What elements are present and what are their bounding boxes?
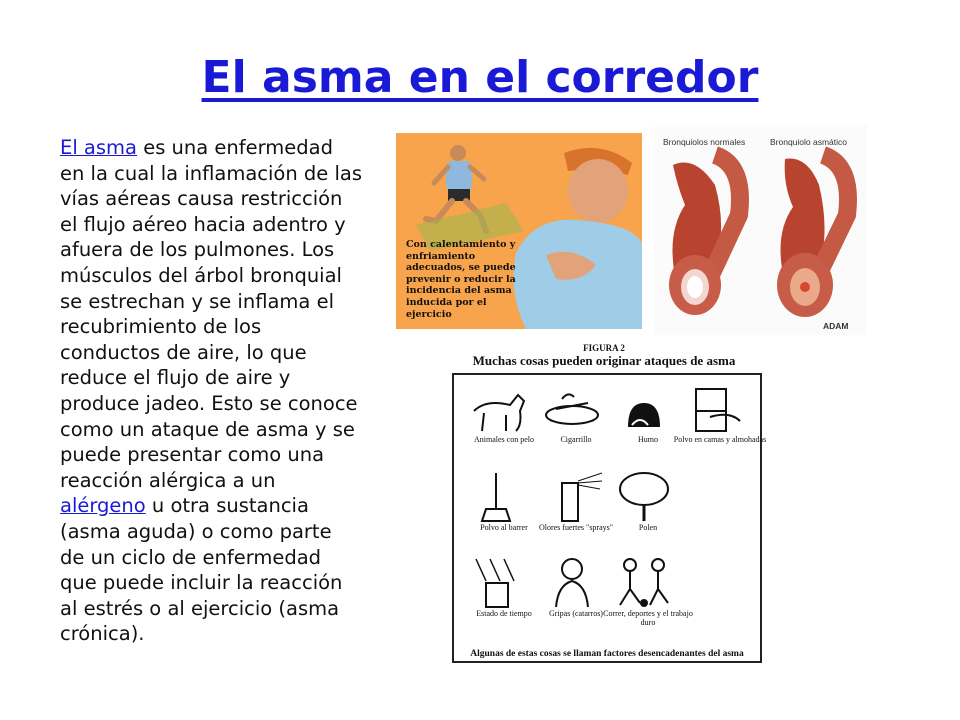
- soccer-players-icon: [610, 555, 680, 609]
- smoke-icon: [610, 381, 680, 435]
- figure-label: FIGURA 2: [583, 343, 625, 353]
- trigger-caption: Cigarrillo: [560, 435, 592, 444]
- text-line: vías aéreas causa restricción: [60, 187, 343, 211]
- text-line: (asma aguda) o como parte: [60, 519, 332, 543]
- rain-window-icon: [466, 555, 536, 609]
- text-line: crónica).: [60, 622, 145, 646]
- bed-icon: [682, 381, 752, 435]
- text-segment: u otra sustancia: [145, 494, 309, 518]
- trigger-caption: Olores fuertes "sprays": [538, 523, 614, 532]
- runner-caption: Con calentamiento y enfriamiento adecuados, se puede prevenir o reducir la incidencia del asma inducida por el ejercicio: [406, 239, 516, 320]
- man-holding-chest: [514, 148, 642, 329]
- text-line: reduce el flujo de aire y: [60, 366, 291, 390]
- text-line: puede presentar como una: [60, 443, 325, 467]
- text-line: que puede incluir la reacción: [60, 571, 343, 595]
- dog-icon: [466, 381, 536, 435]
- text-line: en la cual la inflamación de las: [60, 161, 363, 185]
- trigger-caption: Gripas (catarros): [549, 609, 603, 618]
- text-line: [60, 135, 390, 161]
- text-line: reacción alérgica a un: [60, 468, 276, 492]
- trigger-caption: Humo: [638, 435, 658, 444]
- label-normal: Bronquiolos normales: [663, 137, 746, 147]
- trigger-cell: [672, 377, 768, 463]
- text-line: conductos de aire, lo que: [60, 340, 307, 364]
- label-asthmatic: Bronquiolo asmático: [770, 137, 848, 147]
- text-line: recubrimiento de los: [60, 315, 262, 339]
- ashtray-icon: [538, 381, 608, 435]
- text-line: se estrechan y se inflama el: [60, 289, 334, 313]
- broom-icon: [466, 469, 536, 523]
- alergeno-link[interactable]: alérgeno: [60, 494, 146, 518]
- jogger-figure: [416, 145, 524, 251]
- sick-person-icon: [538, 555, 608, 609]
- tree-icon: [610, 469, 680, 523]
- asthma-description: [60, 135, 390, 647]
- trigger-cell: [600, 551, 696, 637]
- trigger-caption: Polen: [638, 523, 658, 532]
- text-line: de un ciclo de enfermedad: [60, 545, 322, 569]
- asma-link[interactable]: El asma: [60, 136, 137, 159]
- trigger-caption: Correr, deportes y el trabajo duro: [603, 609, 693, 627]
- figure-title: Muchas cosas pueden originar ataques de asma: [472, 353, 736, 368]
- figure-frame: [452, 373, 767, 663]
- text-line: produce jadeo. Esto se conoce: [60, 391, 358, 415]
- trigger-caption: Estado de tiempo: [476, 609, 532, 618]
- bronchiole-illustration: [655, 125, 867, 335]
- trigger-caption: Polvo en camas y almohadas: [673, 435, 767, 444]
- text-line: afuera de los pulmones. Los: [60, 238, 335, 262]
- trigger-cell: [600, 465, 696, 551]
- trigger-caption: Animales con pelo: [474, 435, 534, 444]
- text-line: músculos del árbol bronquial: [60, 263, 342, 287]
- text-line: al estrés o al ejercicio (asma: [60, 596, 340, 620]
- text-line: el flujo aéreo hacia adentro y: [60, 212, 346, 236]
- bronchiole-image: [655, 125, 867, 335]
- text-line: [60, 493, 390, 519]
- asthma-triggers-figure: [440, 343, 768, 665]
- figure-footer: Algunas de estas cosas se llaman factores desencadenantes del asma: [470, 649, 744, 659]
- page-title[interactable]: El asma en el corredor: [201, 52, 759, 103]
- runner-image: [396, 133, 642, 329]
- spray-can-icon: [538, 469, 608, 523]
- trigger-caption: Polvo al barrer: [480, 523, 528, 532]
- text-line: como un ataque de asma y se: [60, 417, 355, 441]
- text-segment: es una enfermedad: [137, 136, 334, 159]
- adam-logo: ADAM: [823, 321, 849, 331]
